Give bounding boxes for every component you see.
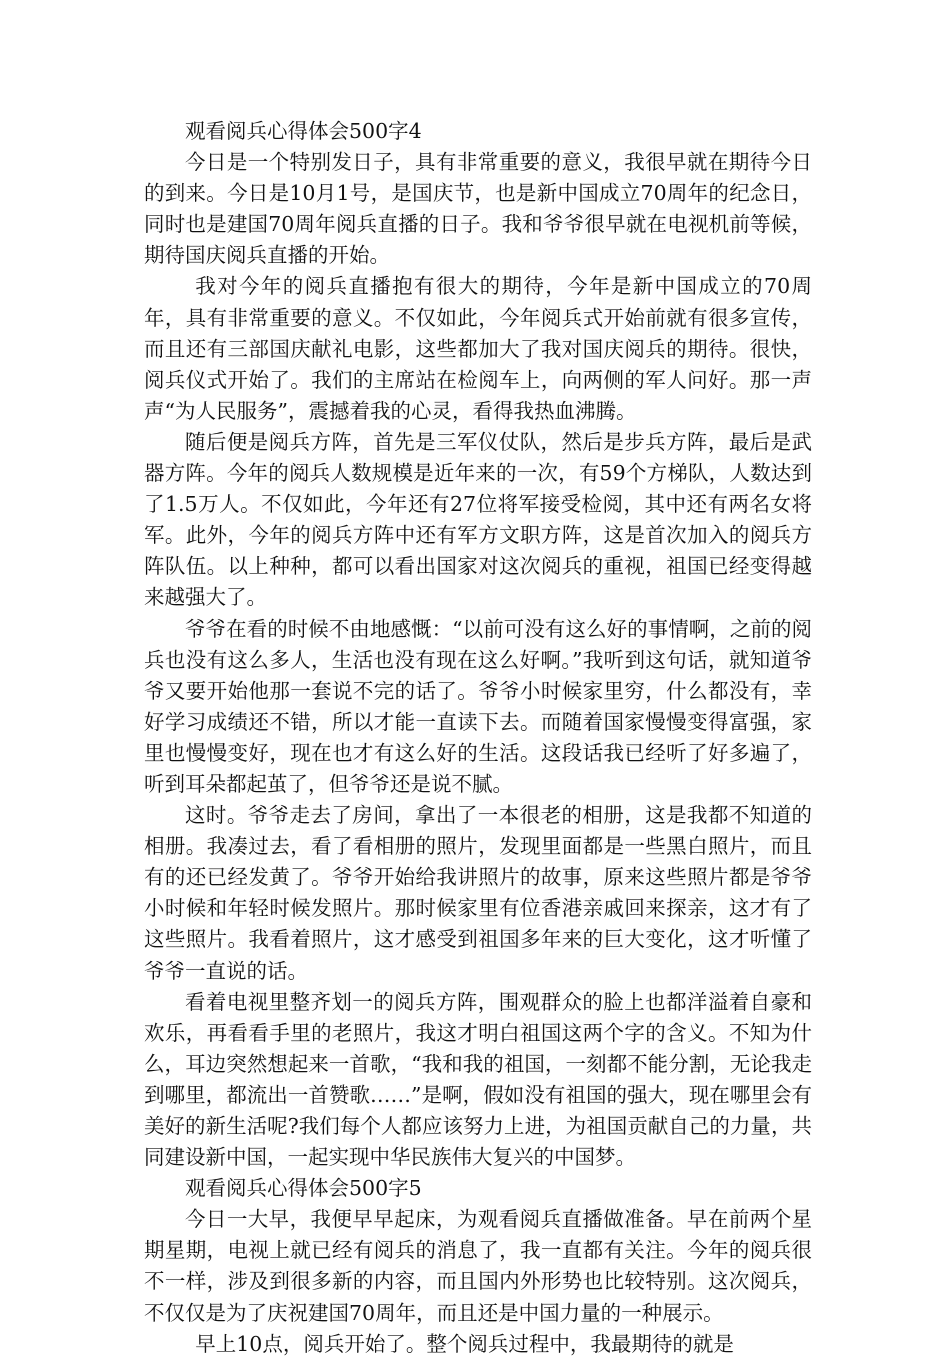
paragraph: 今日一大早，我便早早起床，为观看阅兵直播做准备。早在前两个星期星期，电视上就已经有阅兵的消息了，我一直都有关注。今年的阅兵很不一样，涉及到很多新的内容，而且国内外形势也比较特别。这次阅兵，不仅仅是为了庆祝建国70周年，而且还是中国力量的一种展示。 bbox=[144, 1207, 812, 1325]
document-body bbox=[144, 116, 812, 1360]
paragraph: 看着电视里整齐划一的阅兵方阵，围观群众的脸上也都洋溢着自豪和欢乐，再看看手里的老照片，我这才明白祖国这两个字的含义。不知为什么，耳边突然想起来一首歌，“我和我的祖国，一刻都不能分割，无论我走到哪里，都流出一首赞歌……”是啊，假如没有祖国的强大，现在哪里会有美好的新生活呢?我们每个人都应该努力上进，为祖国贡献自己的力量，共同建设新中国，一起实现中华民族伟大复兴的中国梦。 bbox=[144, 989, 812, 1170]
paragraph: 随后便是阅兵方阵，首先是三军仪仗队，然后是步兵方阵，最后是武器方阵。今年的阅兵人数规模是近年来的一次，有59个方梯队，人数达到了1.5万人。不仅如此，今年还有27位将军接受检阅，其中还有两名女将军。此外，今年的阅兵方阵中还有军方文职方阵，这是首次加入的阅兵方阵队伍。以上种种，都可以看出国家对这次阅兵的重视，祖国已经变得越来越强大了。 bbox=[144, 429, 812, 610]
paragraph: 这时。爷爷走去了房间，拿出了一本很老的相册，这是我都不知道的相册。我凑过去，看了看相册的照片，发现里面都是一些黑白照片，而且有的还已经发黄了。爷爷开始给我讲照片的故事，原来这些照片都是爷爷小时候和年轻时候发照片。那时候家里有位香港亲戚回来探亲，这才有了这些照片。我看着照片，这才感受到祖国多年来的巨大变化，这才听懂了爷爷一直说的话。 bbox=[144, 803, 812, 983]
paragraph: 早上10点，阅兵开始了。整个阅兵过程中，我最期待的就是 bbox=[195, 1331, 734, 1356]
paragraph: 爷爷在看的时候不由地感慨：“以前可没有这么好的事情啊，之前的阅兵也没有这么多人，生活也没有现在这么好啊。”我听到这句话，就知道爷爷又要开始他那一套说不完的话了。爷爷小时候家里穷，什么都没有，幸好学习成绩还不错，所以才能一直读下去。而随着国家慢慢变得富强，家里也慢慢变好，现在也才有这么好的生活。这段话我已经听了好多遍了，听到耳朵都起茧了，但爷爷还是说不腻。 bbox=[144, 616, 812, 796]
paragraph: 我对今年的阅兵直播抱有很大的期待，今年是新中国成立的70周年，具有非常重要的意义。不仅如此，今年阅兵式开始前就有很多宣传，而且还有三部国庆献礼电影，这些都加大了我对国庆阅兵的期待。很快，阅兵仪式开始了。我们的主席站在检阅车上，向两侧的军人问好。那一声声“为人民服务”，震撼着我的心灵，看得我热血沸腾。 bbox=[144, 274, 812, 423]
section-heading-5: 观看阅兵心得体会500字5 bbox=[185, 1176, 422, 1201]
section-heading-4: 观看阅兵心得体会500字4 bbox=[185, 119, 422, 143]
paragraph: 今日是一个特别发日子，具有非常重要的意义，我很早就在期待今日的到来。今日是10月1号，是国庆节，也是新中国成立70周年的纪念日，同时也是建国70周年阅兵直播的日子。我和爷爷很早就在电视机前等候，期待国庆阅兵直播的开始。 bbox=[144, 150, 812, 268]
